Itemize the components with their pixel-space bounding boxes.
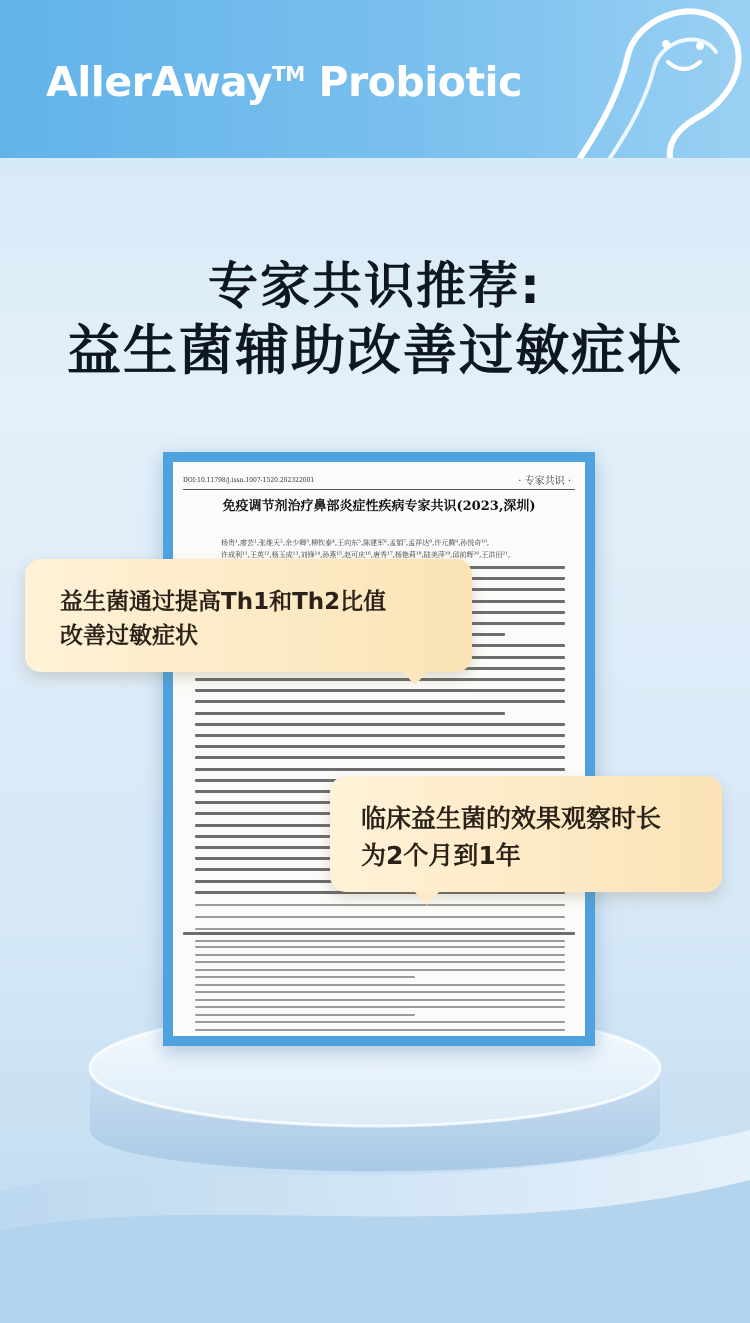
document-text-line [195, 712, 505, 715]
document-text-line [195, 916, 565, 918]
document-text-line [183, 932, 575, 935]
callout-th1-th2-line-2: 改善过敏症状 [60, 623, 198, 649]
brand-name: AllerAway [46, 58, 273, 106]
callout-duration-line-2: 为2个月到1年 [361, 841, 521, 870]
document-text-line [195, 961, 565, 963]
brand-title [46, 58, 522, 106]
document-text-line [195, 723, 565, 726]
document-text-line [195, 991, 565, 993]
trademark-mark: TM [272, 62, 305, 86]
document-text-line [195, 678, 565, 681]
document-text-line [195, 969, 565, 971]
brand-header [0, 0, 750, 158]
callout-duration [330, 776, 722, 892]
document-text-line [195, 689, 565, 692]
document-text-line [195, 940, 565, 942]
document-text-line [195, 928, 565, 930]
document-text-line [195, 756, 565, 759]
document-text-line [195, 745, 565, 748]
callout-duration-line-1: 临床益生菌的效果观察时长 [361, 804, 662, 833]
consensus-document [173, 462, 585, 1036]
document-text-line [195, 984, 565, 986]
document-doi: DOI:10.11798/j.issn.1007-1520.202322001 [183, 477, 315, 484]
document-text-line [195, 1006, 565, 1008]
document-frame [163, 452, 595, 1046]
document-text-line [195, 976, 415, 978]
document-text-line [195, 1021, 565, 1023]
document-text-line [195, 1014, 415, 1016]
document-author-line: 杨贵¹,廖芸¹,张维天²,余少卿³,柳钦泰⁴,王向东⁵,陈建军⁶,孟娟⁷,孟祥达⁸,许元腾⁹,孙悦奇¹⁰, [221, 539, 490, 547]
document-text-line [195, 946, 565, 948]
document-text-line [195, 999, 565, 1001]
document-text-line [195, 904, 565, 906]
document-rule [183, 489, 575, 490]
document-text-line [195, 954, 565, 956]
document-column-tag: · 专家共识 · [518, 476, 571, 487]
callout-pointer [414, 891, 440, 905]
document-text-line [195, 1029, 565, 1031]
callout-pointer [402, 671, 428, 685]
document-text-line [195, 734, 565, 737]
callout-th1-th2 [25, 559, 472, 672]
headline-line-1: 专家共识推荐: [208, 257, 542, 315]
document-text-line [195, 768, 565, 771]
brand-suffix: Probiotic [318, 58, 522, 106]
headline-line-2: 益生菌辅助改善过敏症状 [67, 319, 683, 382]
document-author-line-2: 许成利¹¹,王英¹²,杨玉成¹³,刘锋¹⁴,孙燕¹⁵,赵可庆¹⁶,唐秀¹⁷,杨艳莉¹⁸,陆美萍¹⁹,邱前辉²⁰,王洪田²¹, [221, 551, 511, 559]
smiley-mascot-icon [550, 0, 750, 158]
callout-th1-th2-line-1: 益生菌通过提高Th1和Th2比值 [60, 589, 387, 615]
document-title: 免疫调节剂治疗鼻部炎症性疾病专家共识(2023,深圳) [222, 499, 536, 514]
document-text-line [195, 700, 565, 703]
